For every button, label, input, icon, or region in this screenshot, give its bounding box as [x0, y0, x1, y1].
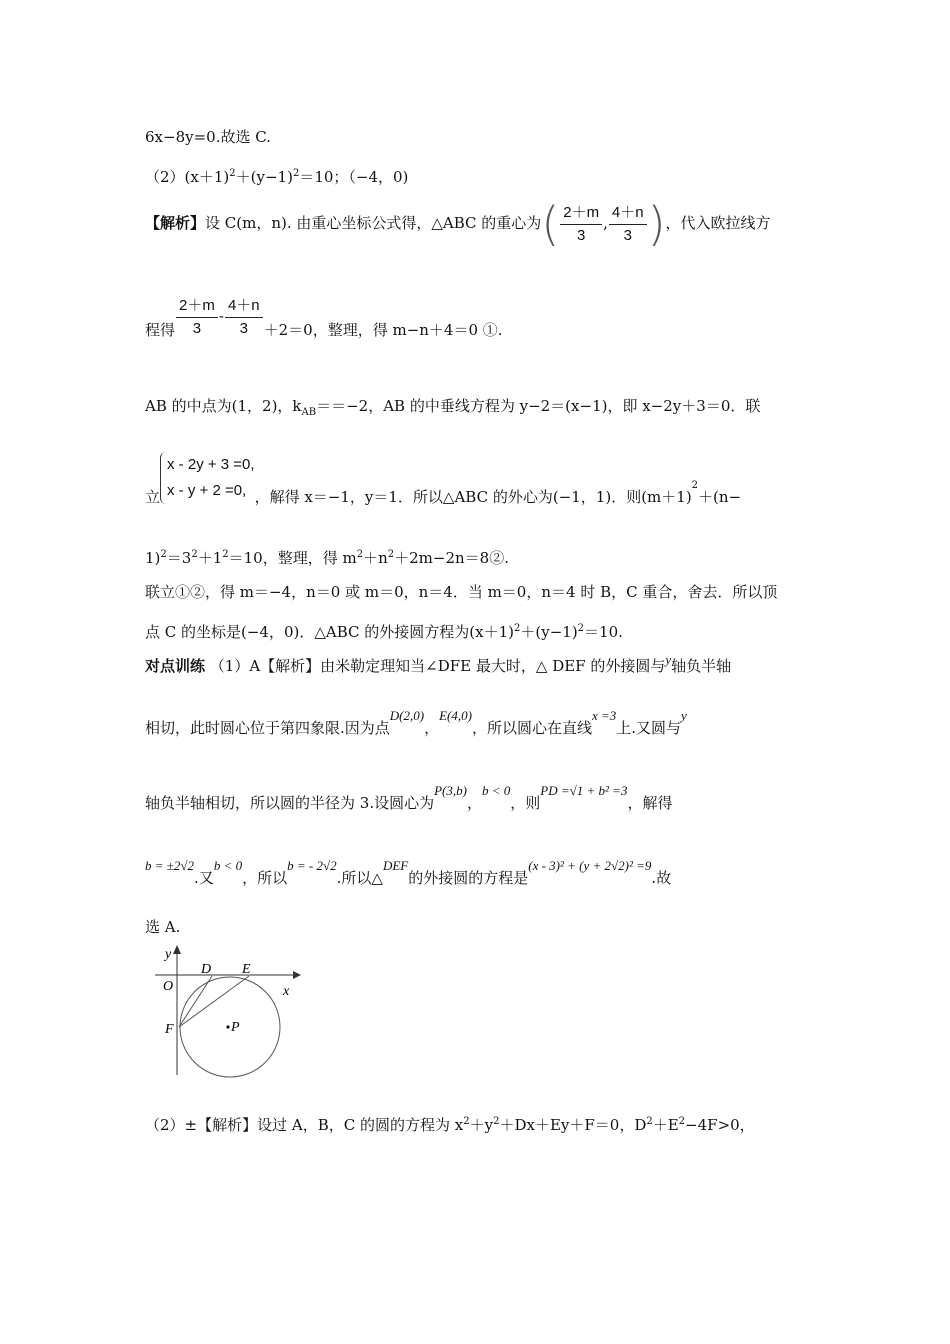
circumcircle [180, 977, 280, 1077]
system-line: 立x - 2y + 3 =0, x - y + 2 =0, ，解得 x＝−1，y＝1．所以△ABC 的外心为(−1，1)．则$(m+1)^2+(n-$ [145, 452, 741, 504]
label-x: x [283, 984, 290, 999]
expand-line: $1)^2=3^2+1^2=10$，整理，得 $m^2+n^2+2m-2n=8②$. [145, 549, 509, 567]
equation-system: x - 2y + 3 =0, x - y + 2 =0, [160, 452, 255, 504]
vertex-line: 点 C 的坐标是(−4，0)．△ABC 的外接圆方程为$(x+1)^2+(y-1)^2=10$. [145, 623, 623, 641]
combine-line: 联立①②，得 m＝−4，n＝0 或 m＝0，n＝4．当 m＝0，n＝4 时 B，C 重合，舍去．所以顶 [145, 583, 778, 601]
analysis-line-2: 程得 $\frac{2+m}{3}$ - $\frac{4+n}{3}$ ＋2＝0，整理，得 m−n＋4＝0 ①. [145, 296, 503, 339]
midpoint-line: AB 的中点为(1，2)，$k_{AB}==-2$，AB 的中垂线方程为 y−2＝(x−1)，即 x−2y＋3＝0．联 [145, 397, 761, 418]
line-2: $(2)(x+1)^2+(y-1)^2=10$；（−4，0) [145, 168, 409, 186]
x-axis-arrow [293, 971, 301, 979]
practice-line-4: b = ±2√2.又b < 0，所以b = - 2√2.所以△DEF的外接圆的方程是(x - 3)² + (y + 2√2)² =9.故 [145, 858, 672, 887]
label-O: O [163, 979, 174, 994]
label-F: F [165, 1022, 174, 1037]
circle-figure [145, 940, 305, 1080]
part2-line: （2）±【解析】设过 A，B，C 的圆的方程为 $x^2+y^2+Dx+Ey+F=0$，$D^2+E^2-4F>0$， [145, 1116, 755, 1134]
practice-line-1: 对点训练 （1）A【解析】由米勒定理知当∠DFE 最大时，△ DEF 的外接圆与y轴负半轴 [145, 652, 732, 675]
practice-line-3: 轴负半轴相切，所以圆的半径为 3.设圆心为P(3,b)，b < 0，则PD =√1 + b² =3，解得 [145, 783, 673, 812]
centroid-y-fraction: $\frac{4+n}{3}$ [609, 204, 647, 245]
centroid-x-fraction: $\frac{2+m}{3}$ [560, 204, 602, 245]
label-P: P [231, 1020, 240, 1035]
label-D: D [201, 962, 212, 977]
practice-line-2: 相切，此时圆心位于第四象限.因为点D(2,0)，E(4,0)，所以圆心在直线x =3上.又圆与y [145, 708, 687, 737]
y-axis-arrow [173, 945, 181, 954]
segment-FD [179, 976, 212, 1027]
analysis-line-1: 【解析】设 C(m，n). 由重心坐标公式得，△ABC 的重心为( $\frac{2+m}{3}$ , $\frac{4+n}{3}$ )，代入欧拉线方 [145, 197, 771, 251]
label-E: E [242, 962, 251, 977]
label-y: y [165, 947, 172, 962]
practice-line-5: 选 A. [145, 918, 181, 936]
line-1: 6x−8y=0.故选 C. [145, 128, 271, 146]
center-point [226, 1025, 229, 1028]
